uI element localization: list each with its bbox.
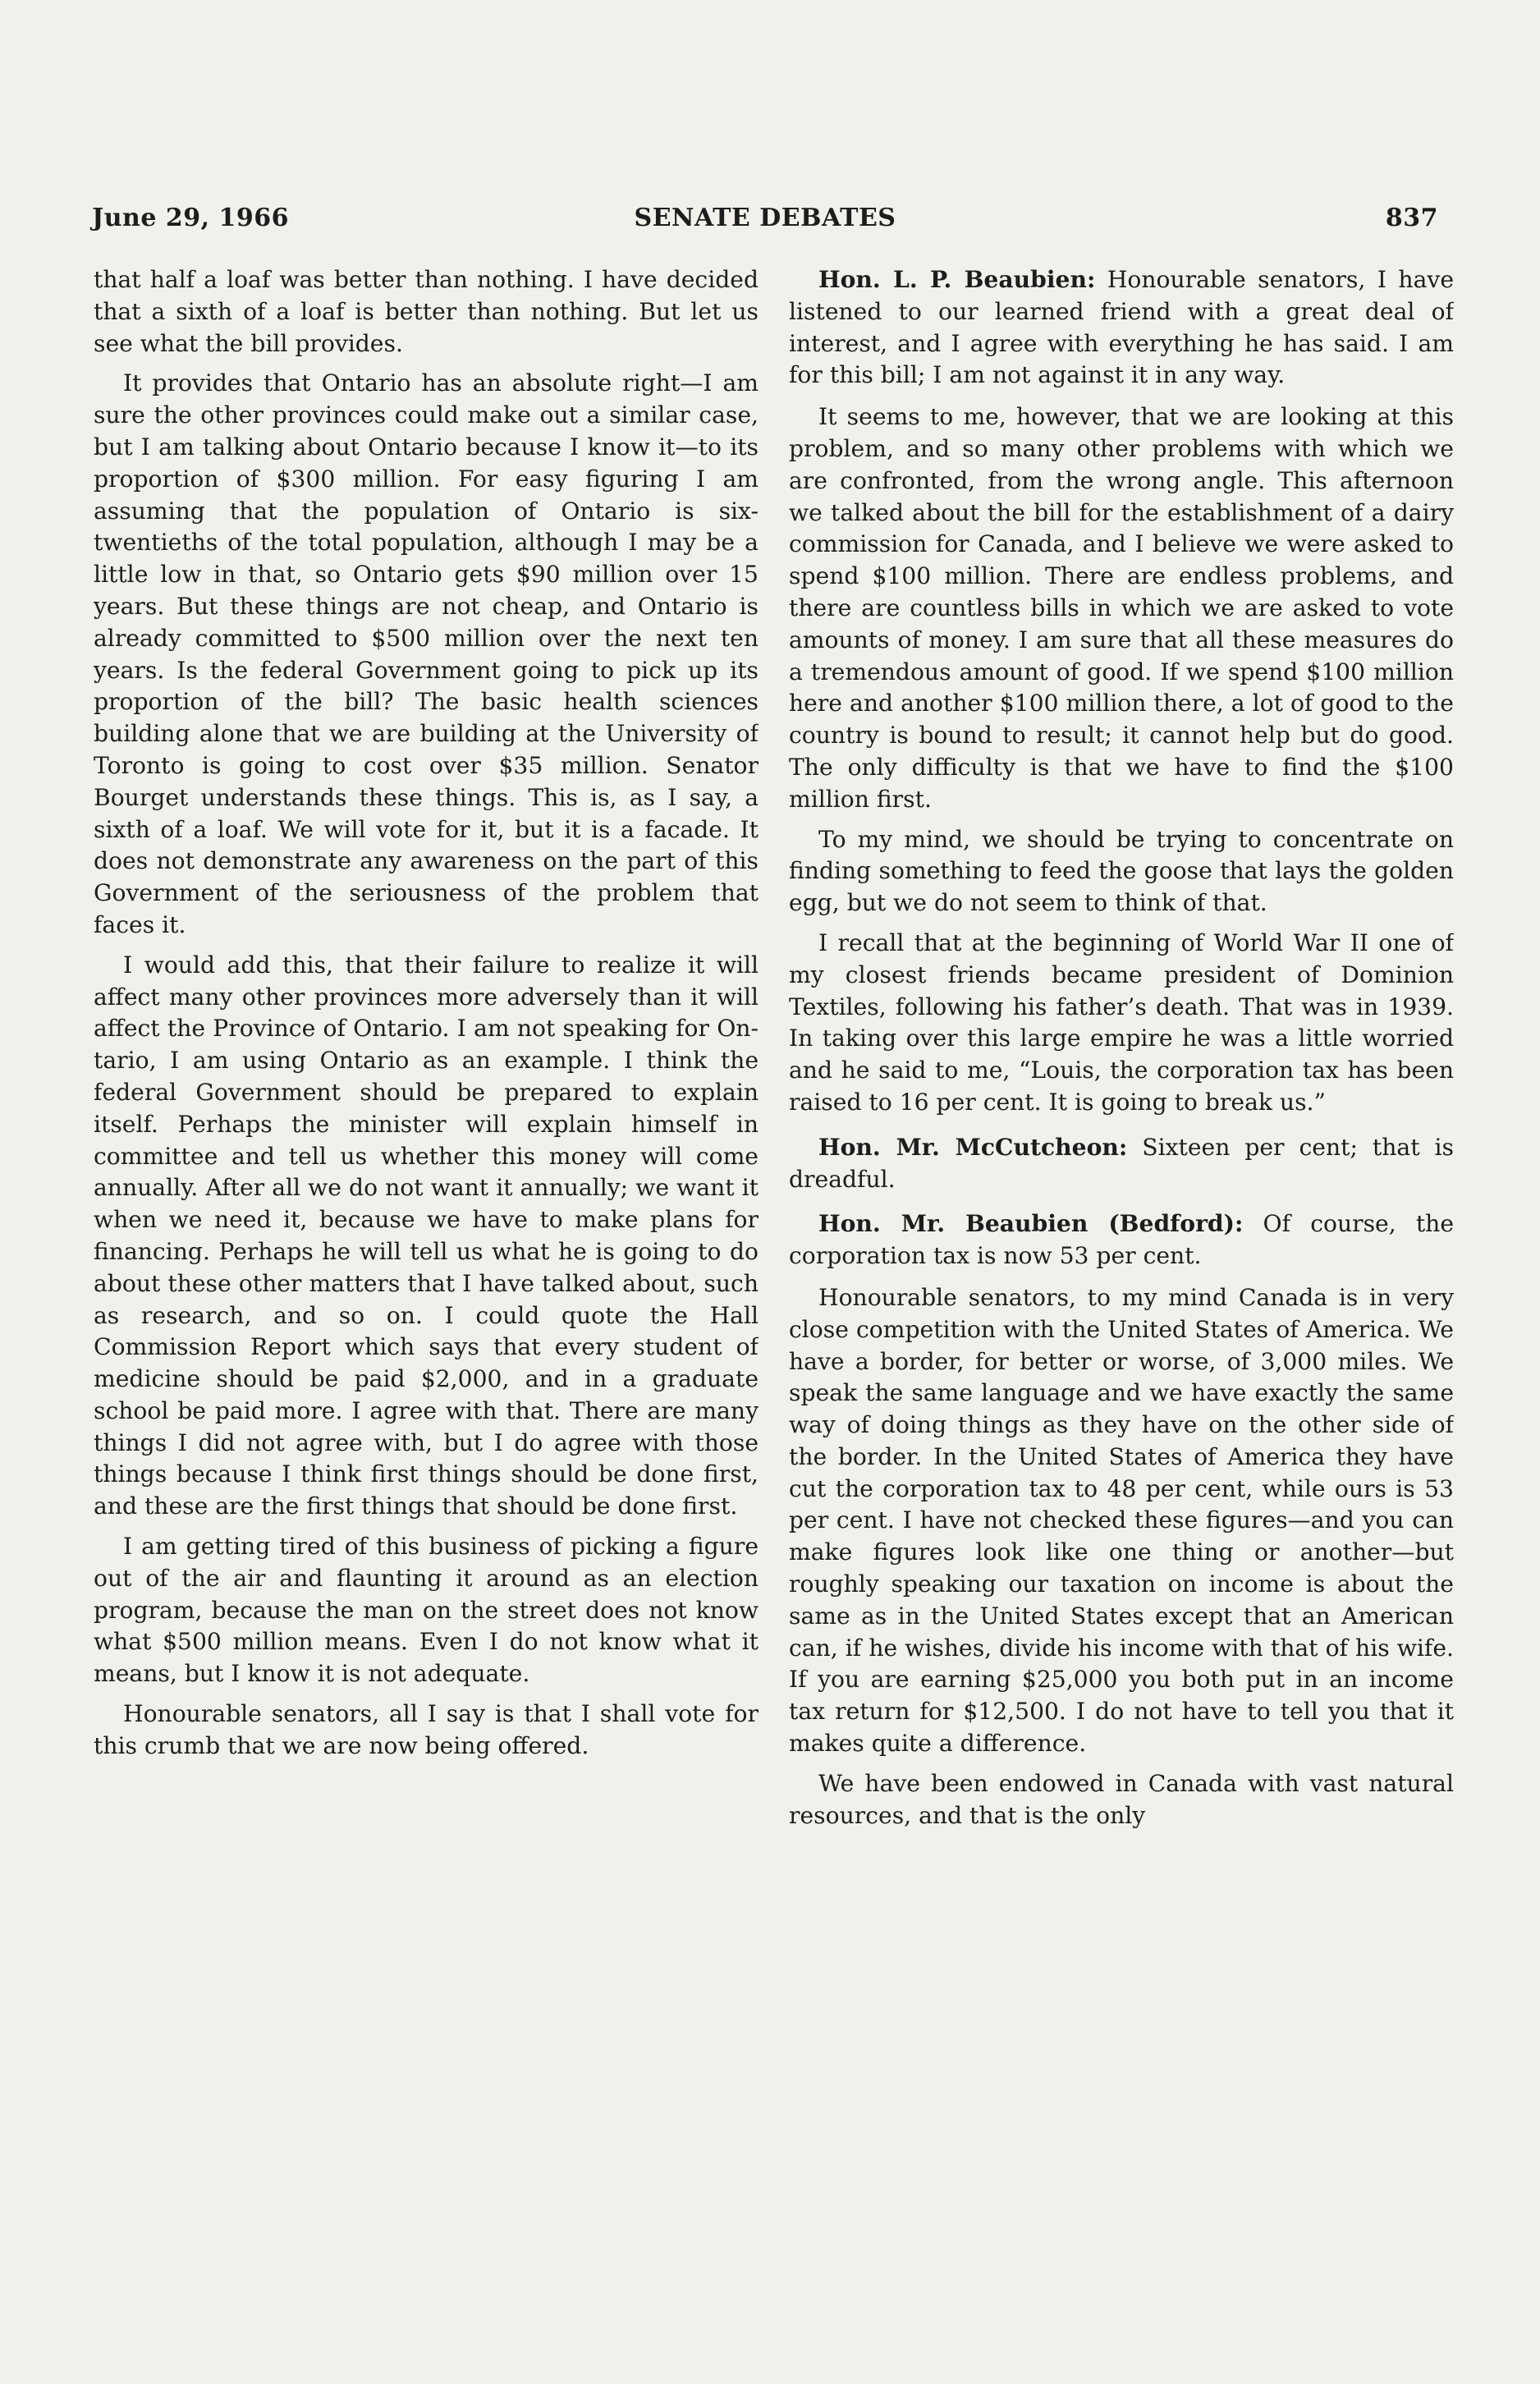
right-column [789, 264, 1454, 2177]
paragraph: To my mind, we should be trying to concentrate on finding something to feed the goose that lays the golden egg, but we do not seem to think of that. [789, 825, 1454, 917]
paragraph: Honourable senators, all I say is that I shall vote for this crumb that we are now being offered. [94, 1700, 759, 1759]
paragraph: I would add this, that their failure to realize it will affect many other provinces more adversely than it will affect the Province of Ontario. I am not speaking for Ontario, I am using Ontario as an example. I think the federal Government should be prepared to explain itself. Perhaps the minister will explain himself in committee and tell us whether this money will come annually. After all we do not want it annually; we want it when we need it, because we have to make plans for financing. Perhaps he will tell us what he is going to do about these other matters that I have talked about, such as research, and so on. I could quote the Hall Commission Report which says that every student of medicine should be paid $2,000, and in a graduate school be paid more. I agree with that. There are many things I did not agree with, but I do agree with those things because I think first things should be done first, and these are the first things that should be done first. [94, 951, 759, 1520]
paragraph: I am getting tired of this business of picking a figure out of the air and flaunting it around as an election program, because the man on the street does not know what $500 million means. Even I do not know what it means, but I know it is not adequate. [94, 1533, 759, 1688]
speaker-name: Hon. Mr. Beaubien (Bedford): [818, 1210, 1244, 1238]
paragraph: We have been endowed in Canada with vast natural resources, and that is the only [789, 1769, 1454, 1829]
speaker-name: Hon. Mr. McCutcheon: [818, 1133, 1128, 1161]
paragraph: Honourable senators, to my mind Canada is in very close competition with the United States of America. We have a border, for better or worse, of 3,000 miles. We speak the same language and we have exactly the same way of doing things as they have on the other side of the border. In the United States of America they have cut the corporation tax to 48 per cent, while ours is 53 per cent. I have not checked these figures—and you can make figures look like one thing or another—but roughly speaking our taxation on income is about the same as in the United States except that an American can, if he wishes, divide his income with that of his wife. If you are earning $25,000 you both put in an income tax return for $12,500. I do not have to tell you that it makes quite a difference. [789, 1283, 1454, 1758]
page-header [92, 204, 1438, 240]
speech-text: Of course, the corporation tax is now 53 per cent. [789, 1210, 1454, 1270]
speech-paragraph [789, 1208, 1454, 1272]
speech-text: Sixteen per cent; that is dreadful. [789, 1133, 1454, 1193]
speech-paragraph [789, 264, 1454, 392]
left-column [94, 264, 759, 2177]
paragraph: It provides that Ontario has an absolute right—I am sure the other provinces could make out a similar case, but I am talking about Ontario because I know it—to its proportion of $300 million. For easy figuring I am assuming that the population of Ontario is six-twentieths of the total population, although I may be a little low in that, so Ontario gets $90 million over 15 years. But these things are not cheap, and Ontario is already committed to $500 million over the next ten years. Is the federal Government going to pick up its proportion of the bill? The basic health sciences building alone that we are building at the University of Toronto is going to cost over $35 million. Senator Bourget understands these things. This is, as I say, a sixth of a loaf. We will vote for it, but it is a facade. It does not demonstrate any awareness on the part of this Government of the seriousness of the problem that faces it. [94, 369, 759, 938]
speaker-name: Hon. L. P. Beaubien: [818, 266, 1096, 293]
header-title: SENATE DEBATES [634, 204, 896, 232]
paragraph: that half a loaf was better than nothing. I have decided that a sixth of a loaf is better than nothing. But let us see what the bill provides. [94, 266, 759, 357]
speech-text: Honourable senators, I have listened to our learned friend with a great deal of interest, and I agree with everything he has said. I am for this bill; I am not against it in any way. [789, 266, 1454, 389]
paragraph: It seems to me, however, that we are looking at this problem, and so many other problems with which we are confronted, from the wrong angle. This afternoon we talked about the bill for the establishment of a dairy commission for Canada, and I believe we were asked to spend $100 million. There are endless problems, and there are countless bills in which we are asked to vote amounts of money. I am sure that all these measures do a tremendous amount of good. If we spend $100 million here and another $100 million there, a lot of good to the country is bound to result; it cannot help but do good. The only difficulty is that we have to find the $100 million first. [789, 403, 1454, 813]
speech-paragraph [789, 1132, 1454, 1196]
page-number: 837 [1385, 204, 1438, 232]
header-date: June 29, 1966 [92, 204, 289, 232]
paragraph: I recall that at the beginning of World War II one of my closest friends became president of Dominion Textiles, following his father’s death. That was in 1939. In taking over this large empire he was a little worried and he said to me, “Louis, the corporation tax has been raised to 16 per cent. It is going to break us.” [789, 928, 1454, 1116]
